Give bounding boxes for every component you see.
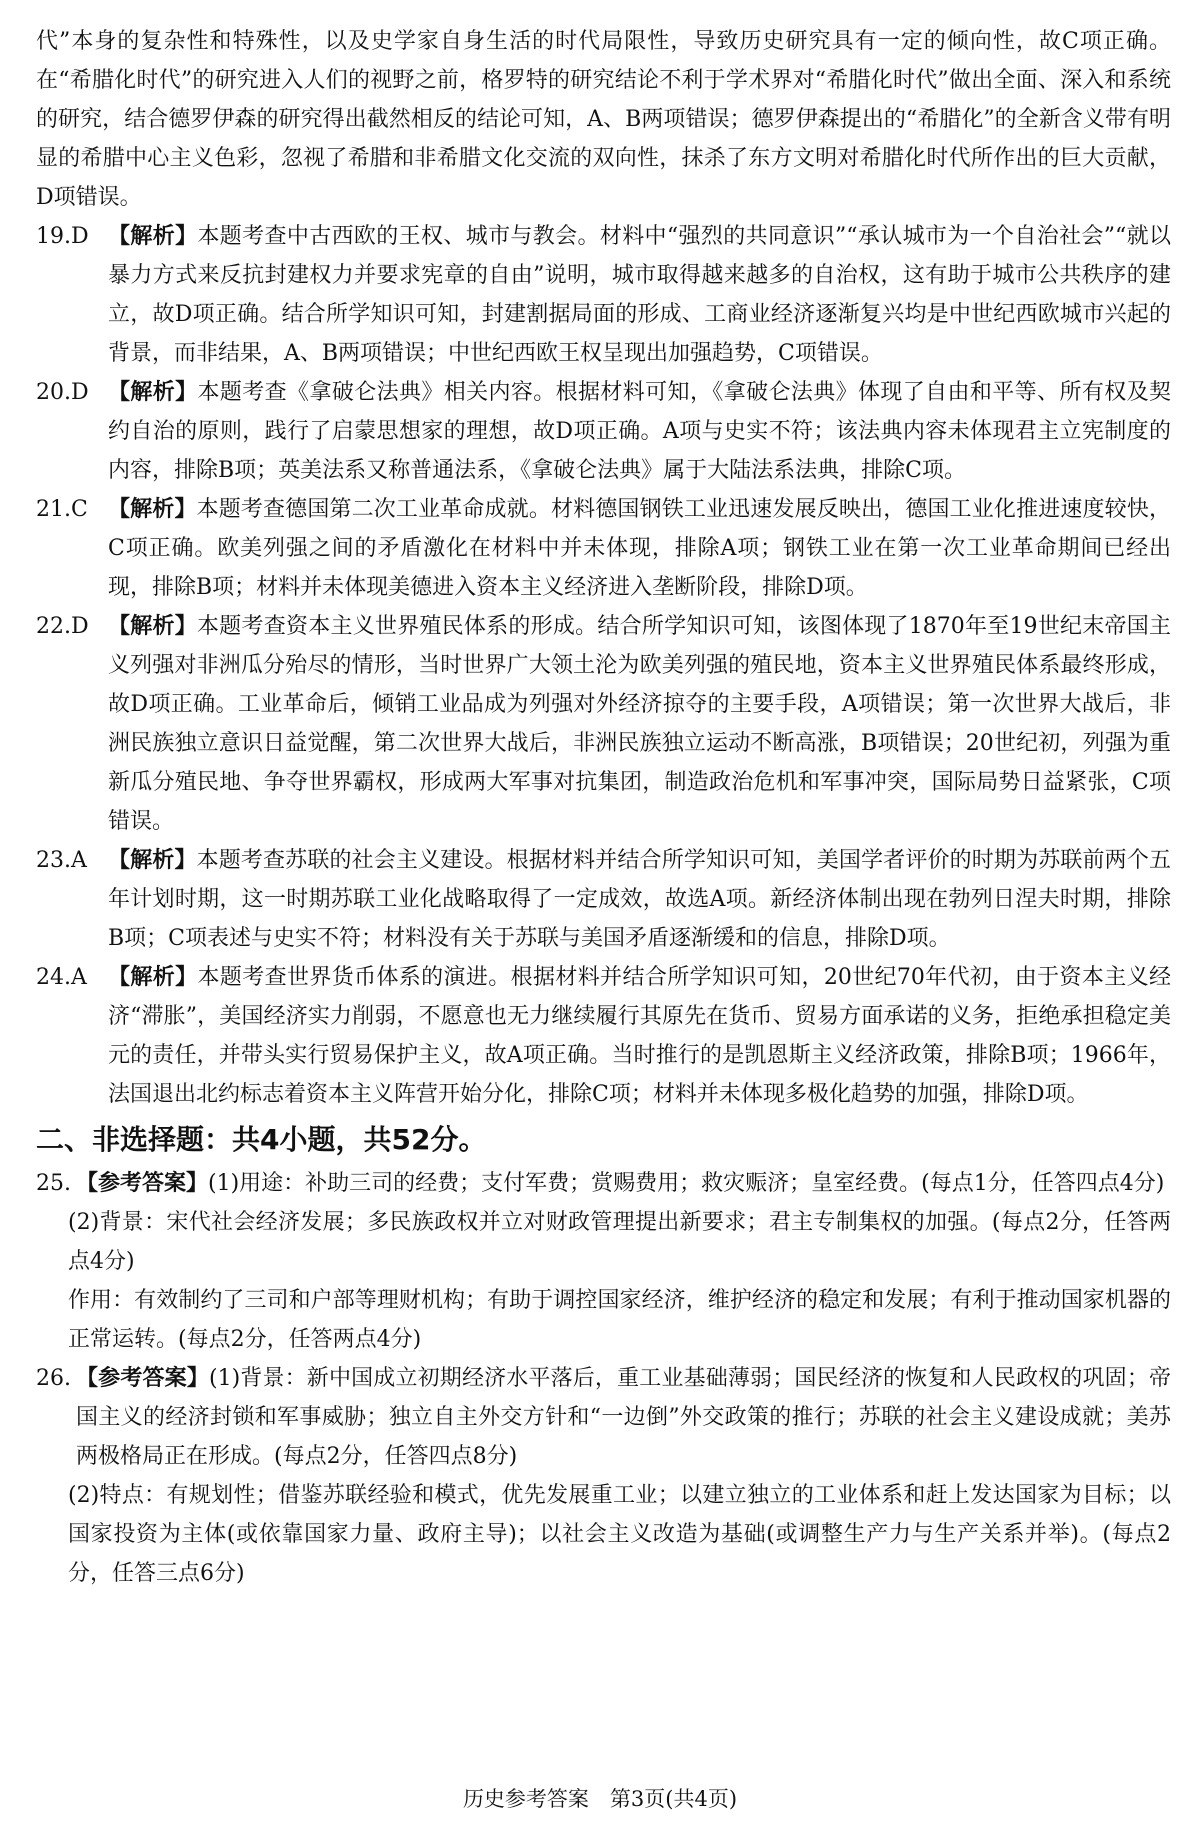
answer-item-23 [36, 841, 1171, 958]
answer-item-19 [36, 217, 1171, 373]
question-number: 26. [36, 1366, 71, 1391]
answer-part-2: (2)特点：有规划性；借鉴苏联经验和模式，优先发展重工业；以建立独立的工业体系和赶上发达国家为目标；以国家投资为主体(或依靠国家力量、政府主导)；以社会主义改造为基础(或调整生产力与生产关系并举)。(每点2分，任答三点6分) [68, 1483, 1171, 1586]
explanation-text: 本题考查资本主义世界殖民体系的形成。结合所学知识可知，该图体现了1870年至19世纪末帝国主义列强对非洲瓜分殆尽的情形，当时世界广大领土沦为欧美列强的殖民地，资本主义世界殖民体系最终形成，故D项正确。工业革命后，倾销工业品成为列强对外经济掠夺的主要手段，A项错误；第一次世界大战后，非洲民族独立意识日益觉醒，第二次世界大战后，非洲民族独立运动不断高涨，B项错误；20世纪初，列强为重新瓜分殖民地、争夺世界霸权，形成两大军事对抗集团，制造政治危机和军事冲突，国际局势日益紧张，C项错误。 [108, 614, 1171, 834]
analysis-tag: 【解析】 [108, 380, 198, 405]
answer-explanation [108, 490, 1171, 607]
answer-part-1: (1)用途：补助三司的经费；支付军费；赏赐费用；救灾赈济；皇室经费。(每点1分，任答四点4分) [208, 1171, 1165, 1196]
answer-item-22 [36, 607, 1171, 841]
answer-item-20 [36, 373, 1171, 490]
answer-explanation [108, 607, 1171, 841]
explanation-text: 本题考查世界货币体系的演进。根据材料并结合所学知识可知，20世纪70年代初，由于资本主义经济“滞胀”，美国经济实力削弱，不愿意也无力继续履行其原先在货币、贸易方面承诺的义务，拒绝承担稳定美元的责任，并带头实行贸易保护主义，故A项正确。当时推行的是凯恩斯主义经济政策，排除B项；1966年，法国退出北约标志着资本主义阵营开始分化，排除C项；材料并未体现多极化趋势的加强，排除D项。 [108, 965, 1171, 1107]
answer-number: 23.A [36, 848, 87, 873]
analysis-tag: 【解析】 [108, 614, 197, 639]
continuation-paragraph: 代”本身的复杂性和特殊性，以及史学家自身生活的时代局限性，导致历史研究具有一定的倾向性，故C项正确。在“希腊化时代”的研究进入人们的视野之前，格罗特的研究结论不利于学术界对“希腊化时代”做出全面、深入和系统的研究，结合德罗伊森的研究得出截然相反的结论可知，A、B两项错误；德罗伊森提出的“希腊化”的全新含义带有明显的希腊中心主义色彩，忽视了希腊和非希腊文化交流的双向性，抹杀了东方文明对希腊化时代所作出的巨大贡献，D项错误。 [36, 29, 1171, 210]
explanation-text: 本题考查苏联的社会主义建设。根据材料并结合所学知识可知，美国学者评价的时期为苏联前两个五年计划时期，这一时期苏联工业化战略取得了一定成效，故选A项。新经济体制出现在勃列日涅夫时期，排除B项；C项表述与史实不符；材料没有关于苏联与美国矛盾逐渐缓和的信息，排除D项。 [108, 848, 1171, 951]
page-footer: 历史参考答案 第3页(共4页) [462, 1787, 738, 1811]
reference-answer-tag: 【参考答案】 [76, 1171, 209, 1196]
analysis-tag: 【解析】 [108, 497, 197, 522]
answer-part-1: (1)背景：新中国成立初期经济水平落后，重工业基础薄弱；国民经济的恢复和人民政权的巩固；帝国主义的经济封锁和军事威胁；独立自主外交方针和“一边倒”外交政策的推行；苏联的社会主义建设成就；美苏两极格局正在形成。(每点2分，任答四点8分) [76, 1366, 1171, 1469]
answer-explanation [108, 373, 1171, 490]
section-heading: 二、非选择题：共4小题，共52分。 [36, 1123, 487, 1156]
answer-explanation [108, 958, 1171, 1114]
answer-number: 24.A [36, 965, 87, 990]
explanation-text: 本题考查德国第二次工业革命成就。材料德国钢铁工业迅速发展反映出，德国工业化推进速度较快，C项正确。欧美列强之间的矛盾激化在材料中并未体现，排除A项；钢铁工业在第一次工业革命期间已经出现，排除B项；材料并未体现美德进入资本主义经济进入垄断阶段，排除D项。 [108, 497, 1171, 600]
analysis-tag: 【解析】 [108, 965, 198, 990]
answer-item-25 [36, 1164, 1171, 1203]
reference-answer-tag: 【参考答案】 [76, 1366, 209, 1391]
explanation-text: 本题考查中古西欧的王权、城市与教会。材料中“强烈的共同意识”“承认城市为一个自治社会”“就以暴力方式来反抗封建权力并要求宪章的自由”说明，城市取得越来越多的自治权，这有助于城市公共秩序的建立，故D项正确。结合所学知识可知，封建割据局面的形成、工商业经济逐渐复兴均是中世纪西欧城市兴起的背景，而非结果，A、B两项错误；中世纪西欧王权呈现出加强趋势，C项错误。 [108, 224, 1171, 366]
answer-number: 21.C [36, 497, 88, 522]
answer-number: 19.D [36, 224, 89, 249]
reference-answer [76, 1359, 1171, 1476]
answer-number: 22.D [36, 614, 89, 639]
answer-part-3: 作用：有效制约了三司和户部等理财机构；有助于调控国家经济，维护经济的稳定和发展；有利于推动国家机器的正常运转。(每点2分，任答两点4分) [68, 1288, 1171, 1352]
answer-explanation [108, 217, 1171, 373]
answer-item-26 [36, 1359, 1171, 1476]
reference-answer [76, 1164, 1171, 1203]
answer-part-2: (2)背景：宋代社会经济发展；多民族政权并立对财政管理提出新要求；君主专制集权的加强。(每点2分，任答两点4分) [68, 1210, 1171, 1274]
answer-item-24 [36, 958, 1171, 1114]
question-number: 25. [36, 1171, 71, 1196]
answer-number: 20.D [36, 380, 89, 405]
analysis-tag: 【解析】 [108, 848, 197, 873]
answer-item-21 [36, 490, 1171, 607]
answer-page [36, 22, 1171, 1593]
analysis-tag: 【解析】 [108, 224, 198, 249]
explanation-text: 本题考查《拿破仑法典》相关内容。根据材料可知，《拿破仑法典》体现了自由和平等、所有权及契约自治的原则，践行了启蒙思想家的理想，故D项正确。A项与史实不符；该法典内容未体现君主立宪制度的内容，排除B项；英美法系又称普通法系，《拿破仑法典》属于大陆法系法典，排除C项。 [108, 380, 1171, 483]
answer-explanation [108, 841, 1171, 958]
